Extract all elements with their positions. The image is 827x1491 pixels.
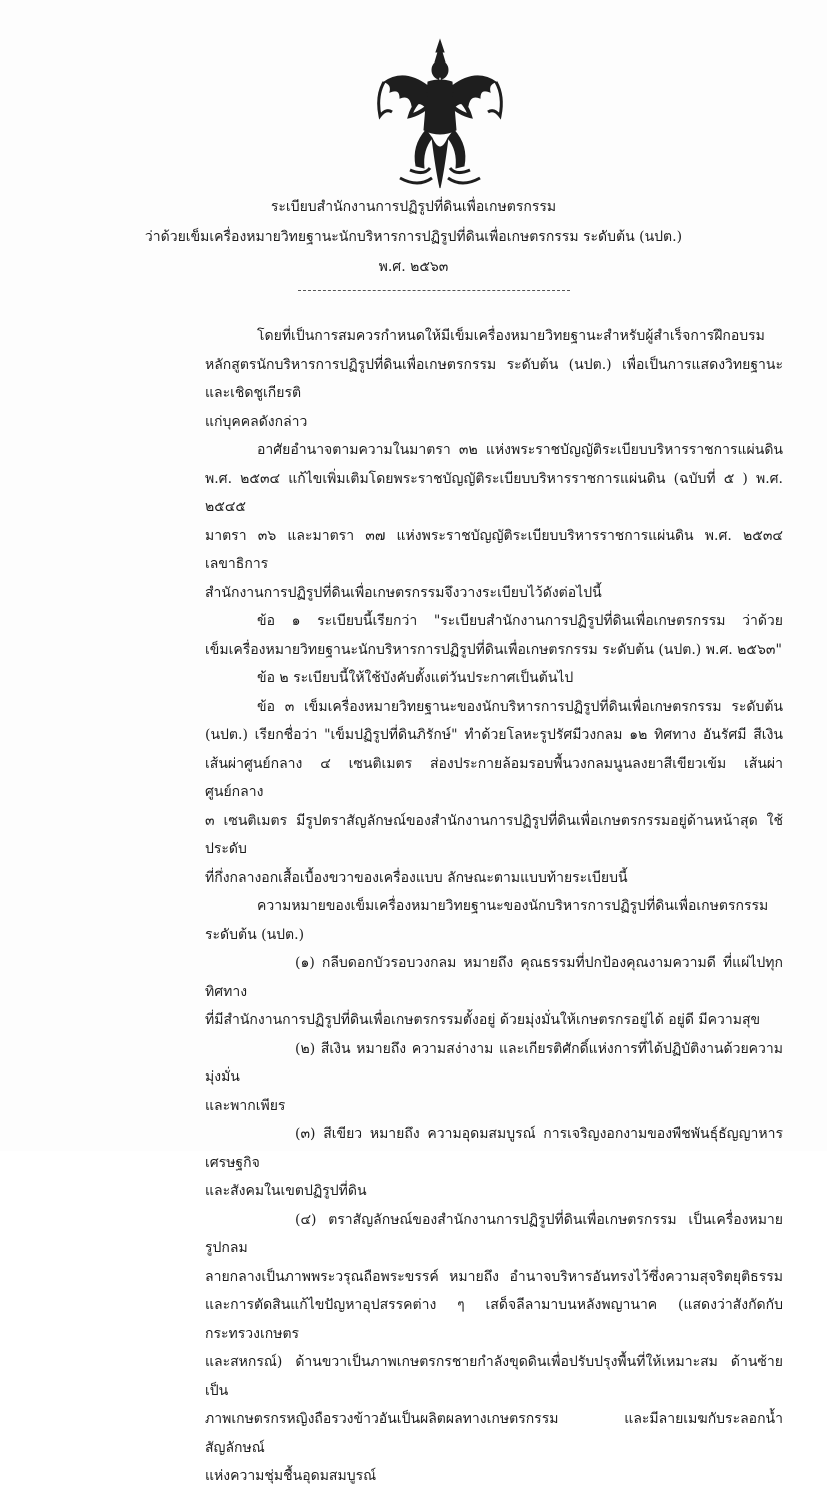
preamble-line: หลักสูตรนักบริหารการปฏิรูปที่ดินเพื่อเกษตรกรรม ระดับต้น (นปต.) เพื่อเป็นการแสดงวิทยฐานะและเชิดชูเกียรติ (205, 356, 783, 401)
meaning-item-3-line: (๓) สีเขียว หมายถึง ความอุดมสมบูรณ์ การเจริญงอกงามของพืชพันธุ์ธัญญาหาร เศรษฐกิจ (205, 1126, 783, 1171)
meaning-item-2-line: และพากเพียร (205, 1097, 286, 1114)
meaning-item-3-line: และสังคมในเขตปฏิรูปที่ดิน (205, 1183, 367, 1199)
clause-3-line: ข้อ ๓ เข็มเครื่องหมายวิทยฐานะของนักบริหารการปฏิรูปที่ดินเพื่อเกษตรกรรม ระดับต้น (257, 698, 783, 715)
clause-3-line: ที่กึ่งกลางอกเสื้อเบื้องขวาของเครื่องแบบ ลักษณะตามแบบท้ายระเบียบนี้ (205, 869, 628, 886)
meaning-item-4-line: (๔) ตราสัญลักษณ์ของสำนักงานการปฏิรูปที่ดินเพื่อเกษตรกรรม เป็นเครื่องหมายรูปกลม (205, 1211, 783, 1256)
meaning-item-2-line: (๒) สีเงิน หมายถึง ความสง่างาม และเกียรติศักดิ์แห่งการที่ได้ปฏิบัติงานด้วยความมุ่งมั่น (205, 1040, 783, 1085)
preamble-line: แก่บุคคลดังกล่าว (205, 413, 308, 430)
meaning-item-4-line: แห่งความชุ่มชื้นอุดมสมบูรณ์ (205, 1468, 377, 1484)
clause-3-line: เส้นผ่าศูนย์กลาง ๔ เซนติเมตร ส่องประกายล้อมรอบพื้นวงกลมนูนลงยาสีเขียวเข้ม เส้นผ่าศูนย์กลาง (205, 755, 783, 800)
meaning-item-1-line: (๑) กลีบดอกบัวรอบวงกลม หมายถึง คุณธรรมที่ปกป้องคุณงามความดี ที่แผ่ไปทุกทิศทาง (205, 955, 783, 1000)
meaning-item-4-line: และสหกรณ์) ด้านขวาเป็นภาพเกษตรกรชายกำลังขุดดินเพื่อปรับปรุงพื้นที่ให้เหมาะสม ด้านซ้ายเป็น (205, 1354, 783, 1399)
document-title: ระเบียบสำนักงานการปฏิรูปที่ดินเพื่อเกษตรกรรม (270, 199, 557, 215)
meaning-item-4-line: ภาพเกษตรกรหญิงถือรวงข้าวอันเป็นผลิตผลทางเกษตรกรรม และมีลายเมฆกับระลอกน้ำ สัญลักษณ์ (205, 1411, 783, 1456)
authority-line: พ.ศ. ๒๕๓๔ แก้ไขเพิ่มเติมโดยพระราชบัญญัติระเบียบบริหารราชการแผ่นดิน (ฉบับที่ ๕ ) พ.ศ. ๒๕๔๕ (205, 470, 783, 515)
meaning-heading-line: ความหมายของเข็มเครื่องหมายวิทยฐานะของนักบริหารการปฏิรูปที่ดินเพื่อเกษตรกรรม (257, 898, 769, 914)
meaning-item-4-line: และการตัดสินแก้ไขปัญหาอุปสรรคต่าง ๆ เสด็จลีลามาบนหลังพญานาค (แสดงว่าสังกัดกับกระทรวงเกษตร (205, 1297, 783, 1342)
meaning-item-4-line: ลายกลางเป็นภาพพระวรุณถือพระขรรค์ หมายถึง อำนาจบริหารอันทรงไว้ซึ่งความสุจริตยุติธรรม (205, 1268, 783, 1285)
authority-line: อาศัยอำนาจตามความในมาตรา ๓๒ แห่งพระราชบัญญัติระเบียบบริหารราชการแผ่นดิน (257, 442, 783, 458)
preamble-line: โดยที่เป็นการสมควรกำหนดให้มีเข็มเครื่องหมายวิทยฐานะสำหรับผู้สำเร็จการฝึกอบรม (257, 328, 765, 344)
clause-2: ข้อ ๒ ระเบียบนี้ให้ใช้บังคับตั้งแต่วันประกาศเป็นต้นไป (257, 670, 574, 686)
clause-3-line: ๓ เซนติเมตร มีรูปตราสัญลักษณ์ของสำนักงานการปฏิรูปที่ดินเพื่อเกษตรกรรมอยู่ด้านหน้าสุด ใช้ประดับ (205, 812, 783, 857)
clause-3-line: (นปต.) เรียกชื่อว่า "เข็มปฏิรูปที่ดินภิรักษ์" ทำด้วยโลหะรูปรัศมีวงกลม ๑๒ ทิศทาง อันรัศมี สีเงิน (205, 727, 783, 743)
authority-line: มาตรา ๓๖ และมาตรา ๓๗ แห่งพระราชบัญญัติระเบียบบริหารราชการแผ่นดิน พ.ศ. ๒๕๓๔ เลขาธิการ (205, 527, 783, 572)
document-body (205, 322, 783, 1491)
clause-1-line: เข็มเครื่องหมายวิทยฐานะนักบริหารการปฏิรูปที่ดินเพื่อเกษตรกรรม ระดับต้น (นปต.) พ.ศ. ๒๕๖๓" (205, 641, 782, 658)
document-subtitle: ว่าด้วยเข็มเครื่องหมายวิทยฐานะนักบริหารการปฏิรูปที่ดินเพื่อเกษตรกรรม ระดับต้น (นปต.) (144, 229, 683, 245)
authority-line: สำนักงานการปฏิรูปที่ดินเพื่อเกษตรกรรมจึงวางระเบียบไว้ดังต่อไปนี้ (205, 584, 602, 601)
clause-1-line: ข้อ ๑ ระเบียบนี้เรียกว่า "ระเบียบสำนักงานการปฏิรูปที่ดินเพื่อเกษตรกรรม ว่าด้วย (257, 613, 783, 629)
garuda-emblem-icon (370, 38, 510, 196)
meaning-heading-line: ระดับต้น (นปต.) (205, 926, 305, 943)
title-divider (298, 290, 570, 291)
meaning-item-1-line: ที่มีสำนักงานการปฏิรูปที่ดินเพื่อเกษตรกรรมตั้งอยู่ ด้วยมุ่งมั่นให้เกษตรกรอยู่ได้ อยู่ดี มีความสุข (205, 1012, 761, 1028)
document-year: พ.ศ. ๒๕๖๓ (378, 259, 449, 275)
